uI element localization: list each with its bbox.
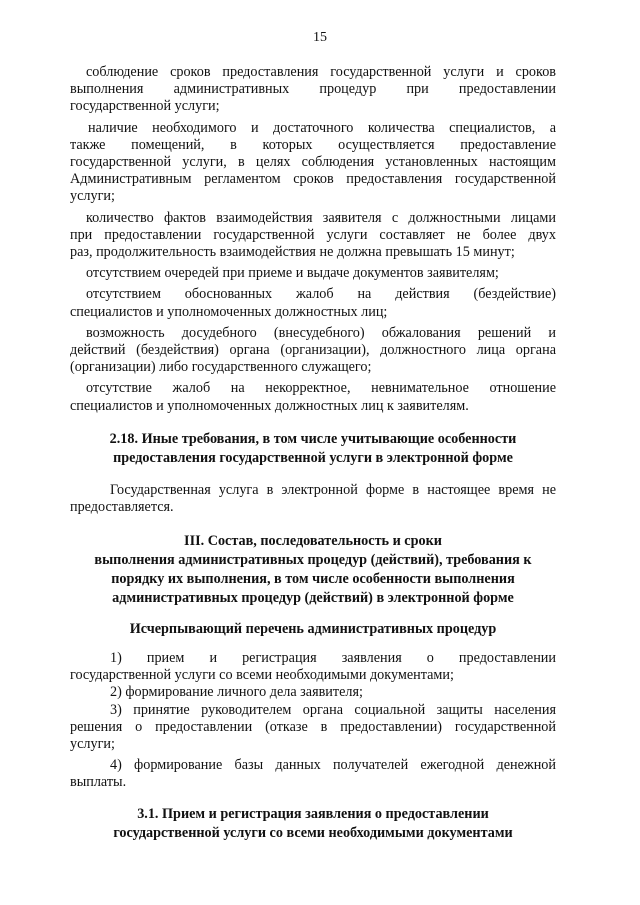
page-number: 15	[313, 30, 327, 45]
text-line: отсутствием обоснованных жалоб на действия (бездействие)	[86, 286, 556, 303]
text-line: специалистов и уполномоченных должностных лиц;	[70, 303, 388, 320]
list-item: 3) принятие руководителем органа социальной защиты населения	[110, 701, 556, 718]
text-line: услуги;	[70, 736, 115, 753]
heading-line: 3.1. Прием и регистрация заявления о предоставлении	[137, 806, 489, 822]
text-line: количество фактов взаимодействия заявителя с должностными лицами	[86, 209, 556, 226]
text-line: при предоставлении государственной услуги составляет не более двух	[70, 226, 556, 243]
section-2-18-text	[70, 482, 556, 516]
heading-line: 2.18. Иные требования, в том числе учитывающие особенности	[109, 431, 517, 447]
heading-line: III. Состав, последовательность и сроки	[184, 533, 442, 549]
heading-line: порядку их выполнения, в том числе особенности выполнения	[111, 571, 515, 587]
text-line: (организации) либо государственного служащего;	[70, 359, 372, 376]
text-line: специалистов и уполномоченных должностных лиц к заявителям.	[70, 397, 469, 414]
text-line: Административным регламентом сроков предоставления государственной	[70, 171, 556, 188]
heading-line: административных процедур (действий) в электронной форме	[112, 590, 514, 606]
procedures-list	[70, 650, 556, 792]
heading-line: государственной услуги со всеми необходимыми документами	[113, 825, 513, 841]
heading-line: предоставления государственной услуги в электронной форме	[113, 450, 513, 466]
text-line: выполнения административных процедур при предоставлении	[70, 81, 556, 98]
text-line: государственной услуги, в целях соблюдения установленных настоящим	[70, 154, 556, 171]
procedures-heading	[70, 620, 556, 639]
section-2-18-heading	[70, 430, 556, 468]
text-line: наличие необходимого и достаточного количества специалистов, а	[88, 119, 556, 136]
criteria-block	[70, 64, 556, 415]
text-line: отсутствие жалоб на некорректное, невнимательное отношение	[86, 380, 556, 397]
list-item: 2) формирование личного дела заявителя;	[110, 684, 363, 701]
text-line: предоставляется.	[70, 499, 174, 516]
heading-line: Исчерпывающий перечень административных процедур	[129, 621, 497, 637]
section-3-heading	[70, 532, 556, 608]
text-line: действий (бездействия) органа (организации), должностного лица органа	[70, 342, 556, 359]
heading-line: выполнения административных процедур (действий), требования к	[94, 552, 532, 568]
text-line: соблюдение сроков предоставления государственной услуги и сроков	[86, 64, 556, 80]
text-line: решения о предоставлении (отказе в предоставлении) государственной	[70, 718, 556, 735]
text-line: раз, продолжительность взаимодействия не должна превышать 15 минут;	[70, 244, 515, 261]
text-line: Государственная услуга в электронной форме в настоящее время не	[110, 482, 556, 498]
text-line: государственной услуги;	[70, 98, 220, 115]
list-item: 1) прием и регистрация заявления о предоставлении	[110, 650, 556, 666]
section-3-1-heading	[70, 805, 556, 843]
text-line: возможность досудебного (внесудебного) обжалования решений и	[86, 324, 556, 341]
text-line: выплаты.	[70, 774, 127, 791]
text-line: государственной услуги со всеми необходимыми документами;	[70, 667, 454, 684]
list-item: 4) формирование базы данных получателей ежегодной денежной	[110, 757, 556, 774]
text-line: также помещений, в которых осуществляется предоставление	[70, 136, 556, 153]
text-line: отсутствием очередей при приеме и выдаче документов заявителям;	[86, 265, 499, 282]
text-line: услуги;	[70, 188, 115, 205]
